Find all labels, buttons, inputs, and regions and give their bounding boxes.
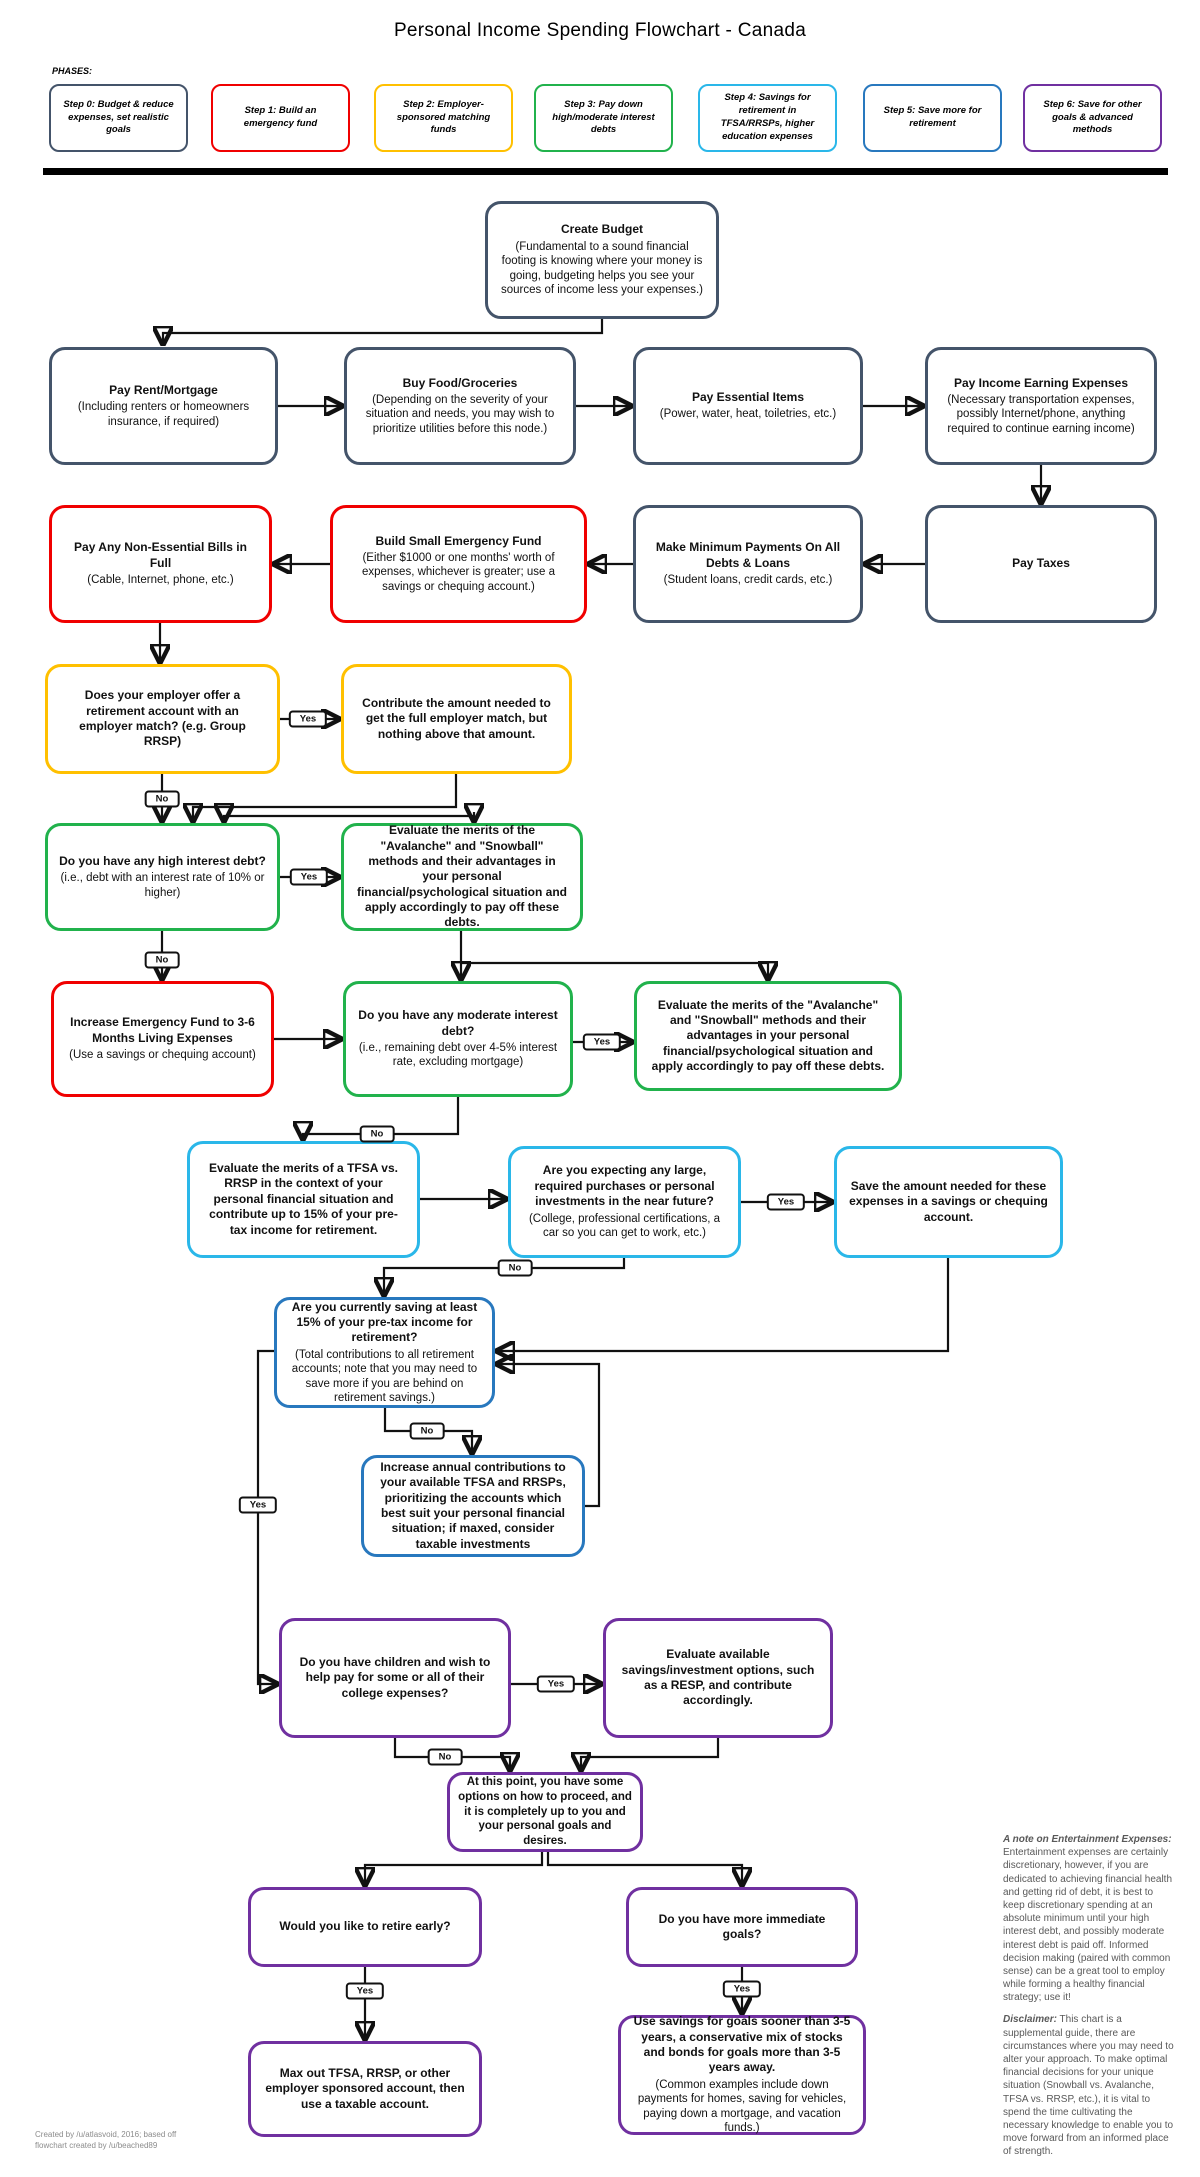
node-pay-essential [633,347,863,465]
node-increase-emergency-fund [51,981,274,1097]
no-label-saving-15: No [410,1423,445,1440]
node-title: Evaluate the merits of the "Avalanche" and "Snowball" methods and their advantages in your personal financial/psychological situation and apply accordingly to pay off these debts. [356,823,568,930]
yes-label-large-purchases: Yes [767,1194,805,1211]
phase-label: Step 3: Pay down high/moderate interest debts [552,98,655,136]
node-title: Do you have any moderate interest debt? [358,1008,558,1038]
node-use-savings-goals [618,2015,866,2135]
node-saving-15-percent-question [274,1297,495,1408]
credit-text [35,2130,176,2152]
node-minimum-payments [633,505,863,623]
node-employer-match-question [45,664,280,774]
node-subtitle: (i.e., debt with an interest rate of 10% or higher) [60,872,265,899]
yes-label-moderate-interest: Yes [583,1034,621,1051]
node-pay-rent [49,347,278,465]
node-title: Increase Emergency Fund to 3-6 Months Living Expenses [70,1015,255,1045]
node-increase-annual-contributions [361,1455,585,1557]
node-contribute-match [341,664,572,774]
node-title: Build Small Emergency Fund [375,533,542,548]
node-create-budget [485,201,719,319]
yes-label-high-interest: Yes [290,869,328,886]
yes-label-retire-early: Yes [346,1983,384,2000]
node-subtitle: (Student loans, credit cards, etc.) [663,574,833,587]
node-title: Pay Essential Items [691,390,805,405]
entertainment-note [1003,1833,1177,2004]
node-avalanche-snowball-high [341,823,583,931]
phase-label: Step 4: Savings for retirement in TFSA/RRSPs, higher education expenses [720,92,815,142]
node-subtitle: (Fundamental to a sound financial footing is knowing where your money is going, budgeting helps you see your sources of income less your expenses.) [501,240,703,297]
no-label-children: No [428,1749,463,1766]
no-label-moderate-interest: No [360,1126,395,1143]
node-title: Contribute the amount needed to get the full employer match, but nothing above that amount. [362,695,551,741]
node-tfsa-vs-rrsp [187,1141,420,1258]
node-title: Evaluate the merits of a TFSA vs. RRSP in the context of your personal financial situation and contribute up to 15% of your pre-tax income for retirement. [209,1161,398,1237]
node-title: Save the amount needed for these expenses in a savings or chequing account. [849,1178,1048,1224]
credit-line2: flowchart created by /u/beached89 [35,2140,158,2150]
phase-label: Step 6: Save for other goals & advanced methods [1043,98,1142,136]
yes-label-immediate-goals: Yes [723,1981,761,1998]
entertainment-note-body: Entertainment expenses are certainly discretionary, however, if you are dedicated to achieving financial health and getting rid of debt, it is best to keep discretionary spending at an absolute minimum until your high interest debt, and possibly moderate interest debt is paid off. Informed decision making (paired with common sense) can be a great tool to employ while forming a healthy financial strategy; use it! [1003,1847,1173,2004]
disclaimer-note-title: Disclaimer: [1003,2014,1057,2026]
node-title: Pay Any Non-Essential Bills in Full [74,540,247,570]
phase-step1 [211,84,350,152]
node-avalanche-snowball-moderate [634,981,902,1091]
no-label-large-purchases: No [498,1260,533,1277]
yes-label-employer-match: Yes [289,711,327,728]
disclaimer-note-body: This chart is a supplemental guide, there are circumstances where you may need to alter your approach. To make optimal financial decisions for your unique situation (Snowball vs. Avalanche, TFSA vs. RRSP, etc.), it is vital to spend the time cultivating the necessary knowledge to enable you to move forward from an informed place of strength. [1003,2014,1174,2158]
node-title: At this point, you have some options on how to proceed, and it is completely up to you and your personal goals and desires. [458,1776,632,1848]
node-retire-early-question [248,1887,482,1967]
yes-label-saving-15: Yes [239,1497,277,1514]
phases-label: PHASES: [52,66,93,76]
node-subtitle: (Power, water, heat, toiletries, etc.) [659,408,837,421]
node-title: Max out TFSA, RRSP, or other employer sponsored account, then use a taxable account. [265,2065,465,2111]
node-title: Make Minimum Payments On All Debts & Loans [655,540,841,570]
node-title: Increase annual contributions to your available TFSA and RRSPs, prioritizing the accounts which best suit your personal financial situation; if maxed, consider taxable investments [380,1459,566,1551]
phase-label: Step 1: Build an emergency fund [243,105,318,129]
phase-label: Step 0: Budget & reduce expenses, set realistic goals [63,98,174,136]
node-subtitle: (Depending on the severity of your situation and needs, you may wish to prioritize utilities before this node.) [365,393,555,435]
node-title: Use savings for goals sooner than 3-5 years, a conservative mix of stocks and bonds for goals more than 3-5 years away. [633,2014,851,2075]
node-title: Pay Rent/Mortgage [109,382,218,397]
divider-bar [43,168,1168,175]
no-label-high-interest: No [145,952,180,969]
node-title: Are you expecting any large, required purchases or personal investments in the near future? [534,1163,715,1209]
phase-step5 [863,84,1002,152]
phase-label: Step 5: Save more for retirement [883,105,982,129]
side-notes [1003,1833,1177,2168]
node-moderate-interest-question [343,981,573,1097]
node-title: Pay Income Earning Expenses [953,375,1129,390]
node-title: Do you have any high interest debt? [59,853,266,868]
node-subtitle: (Including renters or homeowners insurance, if required) [77,401,250,428]
phase-step3 [534,84,673,152]
node-pay-taxes [925,505,1157,623]
phase-step2 [374,84,513,152]
node-subtitle: (Either $1000 or one months' worth of expenses, whichever is greater; use a savings or chequing account.) [361,551,556,593]
no-label-employer-match: No [145,791,180,808]
page-title: Personal Income Spending Flowchart - Canada [393,20,807,41]
node-title: Buy Food/Groceries [402,375,518,390]
node-build-small-emergency-fund [330,505,587,623]
node-subtitle: (Use a savings or chequing account) [69,1049,256,1062]
node-max-out-accounts [248,2041,482,2137]
node-high-interest-question [45,823,280,931]
node-title: Do you have children and wish to help pay for some or all of their college expenses? [299,1654,491,1700]
node-title: Evaluate available savings/investment options, such as a RESP, and contribute accordingly. [621,1647,815,1708]
node-title: Do you have more immediate goals? [658,1911,826,1941]
yes-label-children: Yes [537,1676,575,1693]
node-subtitle: (Common examples include down payments for homes, saving for vehicles, paying down a mortgage, and vacation funds.) [637,2078,847,2135]
node-pay-nonessential-bills [49,505,272,623]
entertainment-note-title: A note on Entertainment Expenses: [1003,1834,1172,1845]
node-subtitle: (Cable, Internet, phone, etc.) [87,574,234,587]
node-buy-food [344,347,576,465]
node-title: Would you like to retire early? [279,1919,451,1934]
node-subtitle: (Necessary transportation expenses, possibly Internet/phone, anything required to continue earning income) [947,393,1135,435]
disclaimer-note [1003,2013,1177,2158]
node-pay-income-expenses [925,347,1157,465]
node-title: Evaluate the merits of the "Avalanche" and "Snowball" methods and their advantages in your personal financial/psychological situation and apply accordingly to pay off these debts. [651,997,885,1074]
node-subtitle: (College, professional certifications, a car so you can get to work, etc.) [528,1212,721,1240]
phase-step0 [49,84,188,152]
node-large-purchases-question [508,1146,741,1258]
node-save-for-expenses [834,1146,1063,1258]
node-title: Does your employer offer a retirement account with an employer match? (e.g. Group RRSP) [79,688,246,749]
node-immediate-goals-question [626,1887,858,1967]
phase-label: Step 2: Employer-sponsored matching funds [396,98,491,136]
phase-step6 [1023,84,1162,152]
node-at-this-point [447,1772,643,1852]
phase-step4 [698,84,837,152]
node-title: Are you currently saving at least 15% of your pre-tax income for retirement? [291,1299,478,1345]
credit-line1: Created by /u/atlasvoid, 2016; based off [35,2130,177,2139]
node-subtitle: (Total contributions to all retirement accounts; note that you may need to save more if you are behind on retirement savings.) [291,1348,478,1405]
node-title: Pay Taxes [1012,556,1070,571]
node-subtitle: (i.e., remaining debt over 4-5% interest rate, excluding mortgage) [358,1041,558,1069]
node-resp-options [603,1618,833,1738]
node-children-college-question [279,1618,511,1738]
node-title: Create Budget [560,222,643,237]
